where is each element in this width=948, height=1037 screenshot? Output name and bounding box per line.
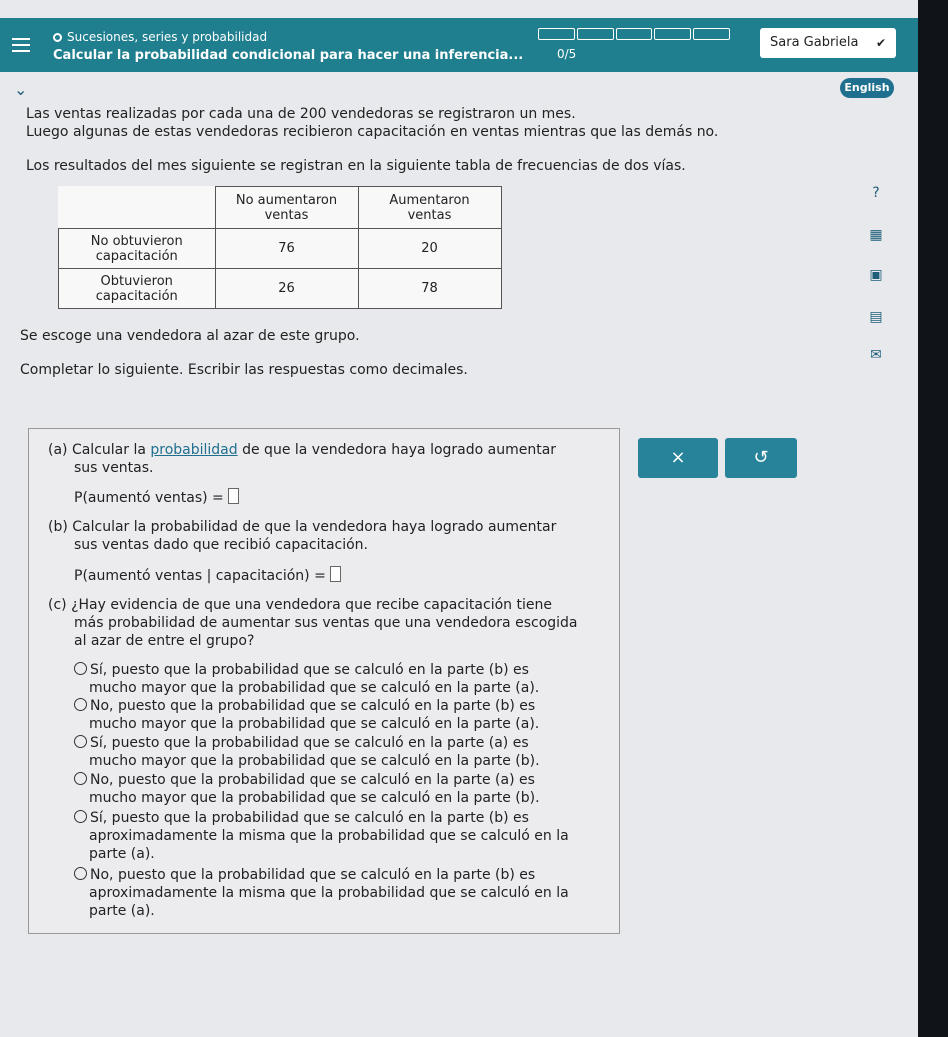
table-cell: [358, 269, 501, 309]
part-b-line-1: (b) Calcular la probabilidad de que la vendedora haya logrado aumentar: [48, 519, 557, 535]
intro-line-2: Luego algunas de estas vendedoras recibieron capacitación en ventas mientras que las demás no.: [26, 124, 719, 140]
option-2[interactable]: [74, 697, 634, 733]
row2-line2: capacitación: [95, 288, 178, 304]
frequency-table: [58, 186, 502, 309]
cell-value: 26: [278, 281, 295, 296]
option-6[interactable]: [74, 866, 634, 920]
option-text: mucho mayor que la probabilidad que se calculó en la parte (b).: [89, 790, 540, 806]
row-header-capacitacion: [59, 269, 216, 309]
option-1[interactable]: [74, 661, 634, 697]
probabilidad-link[interactable]: probabilidad: [150, 442, 238, 458]
col2-line2: ventas: [407, 207, 452, 223]
menu-icon[interactable]: [12, 38, 30, 52]
progress-segment: [538, 28, 575, 40]
radio-button[interactable]: [74, 772, 87, 785]
calculator-icon[interactable]: ▦: [869, 227, 883, 243]
clear-button[interactable]: ×: [638, 438, 718, 478]
option-5[interactable]: [74, 809, 634, 863]
option-text: Sí, puesto que la probabilidad que se calculó en la parte (a) es: [90, 735, 529, 751]
prompt-instructions: Completar lo siguiente. Escribir las respuestas como decimales.: [20, 362, 468, 378]
col-header-aumentaron: [358, 187, 501, 229]
user-menu[interactable]: [760, 28, 896, 58]
radio-button[interactable]: [74, 810, 87, 823]
circle-icon: [53, 33, 62, 42]
col-header-no-aumentaron: [215, 187, 358, 229]
top-bar: [0, 18, 918, 72]
option-text: parte (a).: [89, 903, 155, 919]
progress-segment: [693, 28, 730, 40]
part-c-line-3: al azar de entre el grupo?: [74, 633, 255, 649]
prompt-random: Se escoge una vendedora al azar de este grupo.: [20, 328, 360, 344]
cell-value: 20: [421, 241, 438, 256]
chevron-down-icon: ✔: [875, 36, 886, 50]
option-text: No, puesto que la probabilidad que se calculó en la parte (b) es: [90, 867, 536, 883]
option-text: mucho mayor que la probabilidad que se calculó en la parte (a).: [89, 680, 540, 696]
progress-segment: [577, 28, 614, 40]
part-a-text-2: de que la vendedora haya logrado aumentar: [237, 442, 557, 458]
part-c-line-2: más probabilidad de aumentar sus ventas que una vendedora escogida: [74, 615, 578, 631]
option-text: aproximadamente la misma que la probabilidad que se calculó en la: [89, 828, 569, 844]
help-icon[interactable]: ?: [872, 185, 880, 201]
option-text: aproximadamente la misma que la probabilidad que se calculó en la: [89, 885, 569, 901]
col2-line1: Aumentaron: [389, 192, 470, 208]
radio-button[interactable]: [74, 662, 87, 675]
part-a-expr-text: P(aumentó ventas) =: [74, 490, 224, 506]
topic-title: [53, 30, 267, 44]
answer-a-input[interactable]: [228, 488, 239, 504]
progress-count: 0/5: [557, 47, 577, 61]
option-text: No, puesto que la probabilidad que se calculó en la parte (a) es: [90, 772, 535, 788]
part-a-text: (a) Calcular la: [48, 442, 151, 458]
language-button[interactable]: English: [840, 78, 894, 98]
lesson-title: Calcular la probabilidad condicional para hacer una inferencia...: [53, 48, 524, 63]
topic-text: Sucesiones, series y probabilidad: [67, 30, 268, 44]
progress-bar: [538, 28, 730, 40]
cell-value: 78: [421, 281, 438, 296]
formula-icon[interactable]: ▣: [869, 267, 883, 283]
part-a-label: [48, 441, 556, 459]
option-text: mucho mayor que la probabilidad que se calculó en la parte (b).: [89, 753, 540, 769]
option-3[interactable]: [74, 734, 634, 770]
col1-line2: ventas: [264, 207, 309, 223]
radio-button[interactable]: [74, 735, 87, 748]
answer-b-input[interactable]: [330, 566, 341, 582]
undo-button[interactable]: ↺: [725, 438, 797, 478]
option-text: parte (a).: [89, 846, 155, 862]
intro-line-1: Las ventas realizadas por cada una de 200 vendedoras se registraron un mes.: [26, 106, 576, 122]
cell-value: 76: [278, 241, 295, 256]
progress-segment: [654, 28, 691, 40]
radio-button[interactable]: [74, 698, 87, 711]
part-a-line-2: sus ventas.: [74, 460, 154, 476]
intro-line-3: Los resultados del mes siguiente se registran en la siguiente tabla de frecuencias de dos vías.: [26, 158, 686, 174]
option-text: mucho mayor que la probabilidad que se calculó en la parte (a).: [89, 716, 540, 732]
table-cell: [215, 269, 358, 309]
part-b-expression: [74, 566, 341, 585]
col1-line1: No aumentaron: [235, 192, 338, 208]
table-cell: [358, 229, 501, 269]
table-cell: [215, 229, 358, 269]
option-4[interactable]: [74, 771, 634, 807]
mail-icon[interactable]: ✉: [870, 347, 882, 363]
row2-line1: Obtuvieron: [100, 273, 173, 289]
option-text: Sí, puesto que la probabilidad que se calculó en la parte (b) es: [90, 662, 529, 678]
row1-line1: No obtuvieron: [90, 233, 183, 249]
option-text: Sí, puesto que la probabilidad que se calculó en la parte (b) es: [90, 810, 529, 826]
radio-button[interactable]: [74, 867, 87, 880]
part-c-line-1: (c) ¿Hay evidencia de que una vendedora que recibe capacitación tiene: [48, 597, 552, 613]
option-text: No, puesto que la probabilidad que se calculó en la parte (b) es: [90, 698, 536, 714]
glossary-icon[interactable]: ▤: [869, 309, 883, 325]
progress-segment: [616, 28, 653, 40]
row-header-no-capacitacion: [59, 229, 216, 269]
part-b-expr-text: P(aumentó ventas | capacitación) =: [74, 568, 326, 584]
collapse-chevron-icon[interactable]: ⌄: [14, 80, 28, 99]
row1-line2: capacitación: [95, 248, 178, 264]
user-name: Sara Gabriela: [770, 35, 859, 50]
part-a-expression: [74, 488, 239, 507]
part-b-line-2: sus ventas dado que recibió capacitación.: [74, 537, 368, 553]
table-corner: [59, 187, 216, 229]
